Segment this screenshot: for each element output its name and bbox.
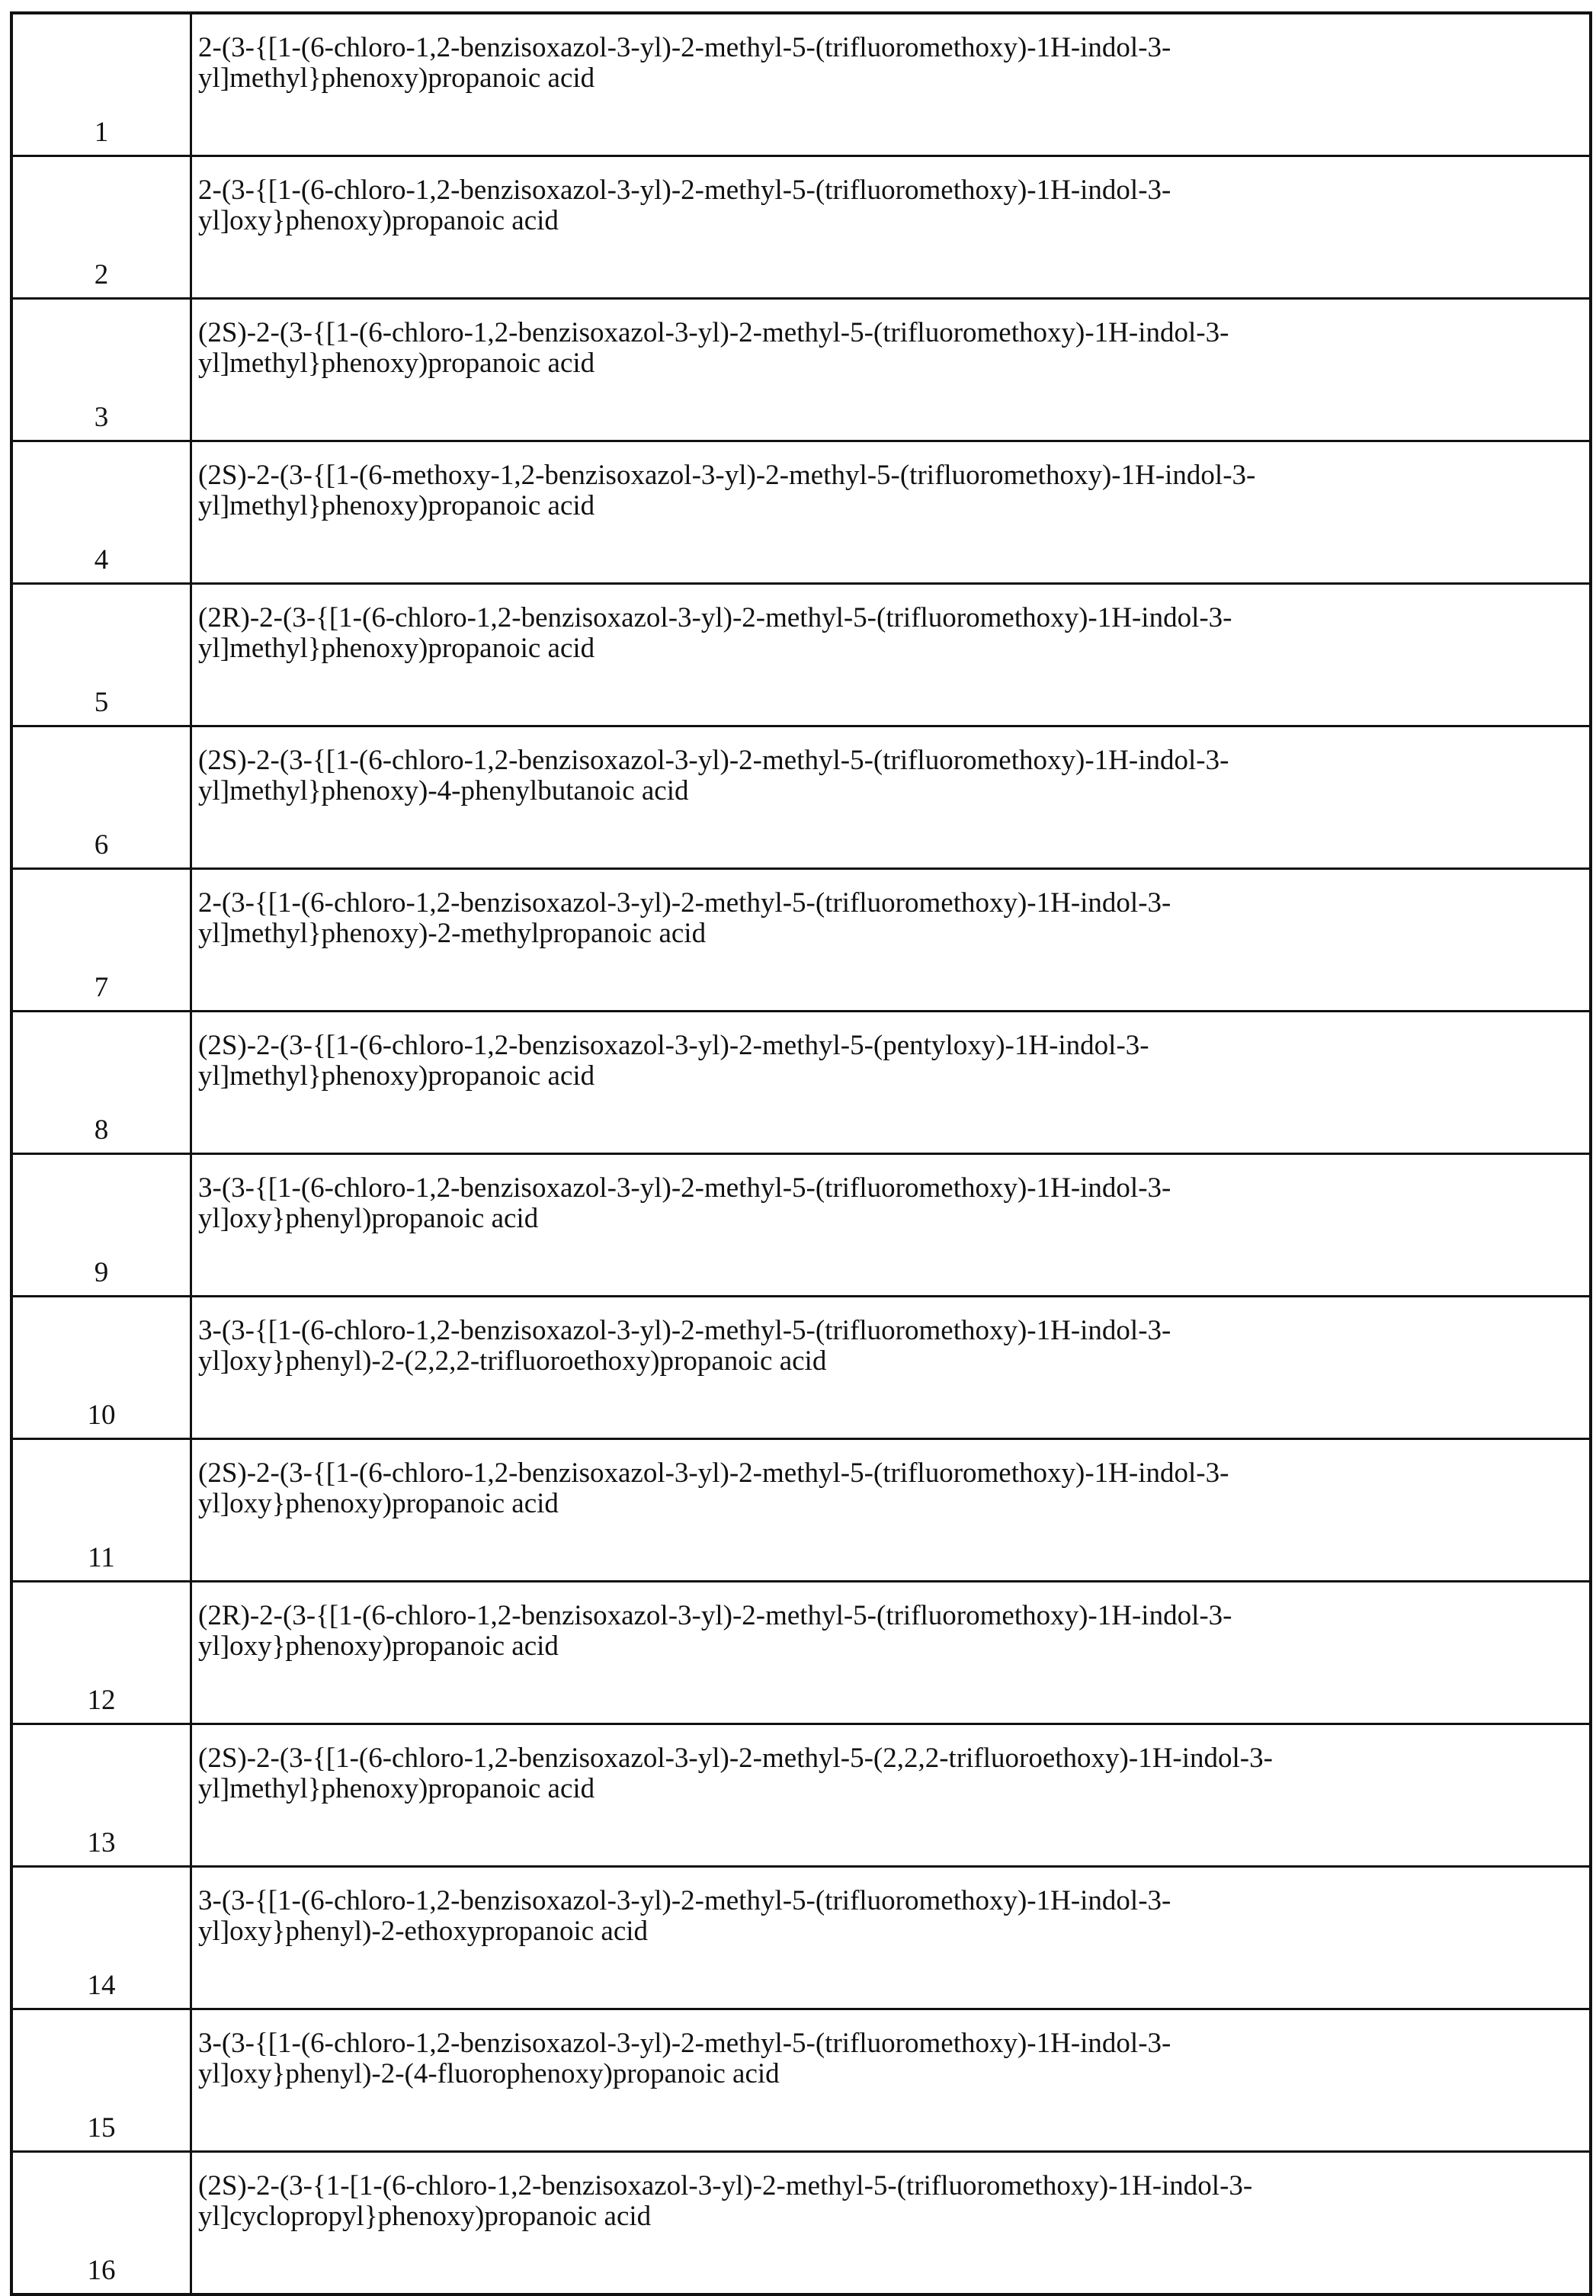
table-row xyxy=(11,299,1591,441)
table-row xyxy=(11,1439,1591,1582)
compound-number: 12 xyxy=(11,1582,191,1724)
compound-name-line-1: (2R)-2-(3-{[1-(6-chloro-1,2-benzisoxazol-3-yl)-2-methyl-5-(trifluoromethoxy)-1H-indol-3- xyxy=(198,1601,1589,1631)
compound-number: 6 xyxy=(11,726,191,869)
compound-name xyxy=(191,1582,1591,1724)
compound-name-line-1: (2S)-2-(3-{[1-(6-chloro-1,2-benzisoxazol-3-yl)-2-methyl-5-(trifluoromethoxy)-1H-indol-3- xyxy=(198,318,1589,348)
compound-number: 11 xyxy=(11,1439,191,1582)
compound-number: 10 xyxy=(11,1297,191,1439)
compound-name-line-2: yl]oxy}phenyl)-2-(2,2,2-trifluoroethoxy)propanoic acid xyxy=(198,1346,1589,1377)
table-row xyxy=(11,1154,1591,1297)
compound-name-line-1: (2S)-2-(3-{[1-(6-chloro-1,2-benzisoxazol-3-yl)-2-methyl-5-(trifluoromethoxy)-1H-indol-3- xyxy=(198,1458,1589,1489)
compound-table xyxy=(10,11,1592,2296)
compound-number: 5 xyxy=(11,584,191,726)
compound-number: 1 xyxy=(11,13,191,156)
table-row xyxy=(11,13,1591,156)
compound-name xyxy=(191,1297,1591,1439)
compound-name-line-1: 2-(3-{[1-(6-chloro-1,2-benzisoxazol-3-yl)-2-methyl-5-(trifluoromethoxy)-1H-indol-3- xyxy=(198,33,1589,63)
compound-name xyxy=(191,1439,1591,1582)
compound-name xyxy=(191,2152,1591,2295)
compound-name xyxy=(191,441,1591,584)
compound-number: 15 xyxy=(11,2009,191,2152)
compound-table-body xyxy=(11,13,1591,2294)
compound-name-line-2: yl]oxy}phenyl)-2-(4-fluorophenoxy)propanoic acid xyxy=(198,2059,1589,2089)
compound-name xyxy=(191,2009,1591,2152)
compound-name-line-2: yl]methyl}phenoxy)propanoic acid xyxy=(198,1061,1589,1092)
compound-name-line-1: 3-(3-{[1-(6-chloro-1,2-benzisoxazol-3-yl)-2-methyl-5-(trifluoromethoxy)-1H-indol-3- xyxy=(198,1886,1589,1916)
compound-name-line-1: 2-(3-{[1-(6-chloro-1,2-benzisoxazol-3-yl)-2-methyl-5-(trifluoromethoxy)-1H-indol-3- xyxy=(198,888,1589,919)
compound-number: 7 xyxy=(11,869,191,1012)
compound-number: 2 xyxy=(11,156,191,299)
compound-name-line-1: (2S)-2-(3-{1-[1-(6-chloro-1,2-benzisoxazol-3-yl)-2-methyl-5-(trifluoromethoxy)-1H-indol-3- xyxy=(198,2171,1589,2201)
compound-name xyxy=(191,156,1591,299)
compound-name-line-2: yl]methyl}phenoxy)propanoic acid xyxy=(198,348,1589,379)
compound-name-line-2: yl]methyl}phenoxy)propanoic acid xyxy=(198,63,1589,94)
table-row xyxy=(11,1297,1591,1439)
compound-name-line-1: 2-(3-{[1-(6-chloro-1,2-benzisoxazol-3-yl)-2-methyl-5-(trifluoromethoxy)-1H-indol-3- xyxy=(198,175,1589,206)
compound-number: 14 xyxy=(11,1867,191,2009)
compound-name xyxy=(191,13,1591,156)
compound-number: 3 xyxy=(11,299,191,441)
compound-name-line-2: yl]oxy}phenyl)propanoic acid xyxy=(198,1204,1589,1234)
compound-name-line-2: yl]oxy}phenoxy)propanoic acid xyxy=(198,1489,1589,1519)
table-row xyxy=(11,156,1591,299)
compound-number: 16 xyxy=(11,2152,191,2295)
compound-number: 4 xyxy=(11,441,191,584)
compound-name xyxy=(191,1724,1591,1867)
compound-number: 8 xyxy=(11,1012,191,1154)
compound-name-line-1: 3-(3-{[1-(6-chloro-1,2-benzisoxazol-3-yl)-2-methyl-5-(trifluoromethoxy)-1H-indol-3- xyxy=(198,1316,1589,1346)
table-row xyxy=(11,2152,1591,2295)
compound-name xyxy=(191,1154,1591,1297)
compound-name xyxy=(191,299,1591,441)
compound-name-line-2: yl]oxy}phenoxy)propanoic acid xyxy=(198,206,1589,236)
compound-name-line-2: yl]oxy}phenoxy)propanoic acid xyxy=(198,1631,1589,1662)
compound-name-line-1: 3-(3-{[1-(6-chloro-1,2-benzisoxazol-3-yl)-2-methyl-5-(trifluoromethoxy)-1H-indol-3- xyxy=(198,2028,1589,2059)
table-row xyxy=(11,869,1591,1012)
compound-name-line-1: 3-(3-{[1-(6-chloro-1,2-benzisoxazol-3-yl)-2-methyl-5-(trifluoromethoxy)-1H-indol-3- xyxy=(198,1173,1589,1204)
table-row xyxy=(11,2009,1591,2152)
compound-name-line-1: (2S)-2-(3-{[1-(6-chloro-1,2-benzisoxazol-3-yl)-2-methyl-5-(pentyloxy)-1H-indol-3- xyxy=(198,1031,1589,1061)
compound-name xyxy=(191,1012,1591,1154)
compound-name xyxy=(191,584,1591,726)
compound-name-line-2: yl]methyl}phenoxy)-2-methylpropanoic acid xyxy=(198,919,1589,949)
compound-name-line-1: (2S)-2-(3-{[1-(6-chloro-1,2-benzisoxazol-3-yl)-2-methyl-5-(2,2,2-trifluoroethoxy)-1H-indol-3- xyxy=(198,1743,1589,1774)
compound-name-line-2: yl]methyl}phenoxy)propanoic acid xyxy=(198,1774,1589,1804)
table-row xyxy=(11,1582,1591,1724)
compound-name xyxy=(191,1867,1591,2009)
compound-name-line-1: (2R)-2-(3-{[1-(6-chloro-1,2-benzisoxazol-3-yl)-2-methyl-5-(trifluoromethoxy)-1H-indol-3- xyxy=(198,603,1589,633)
compound-name-line-2: yl]oxy}phenyl)-2-ethoxypropanoic acid xyxy=(198,1916,1589,1947)
table-row xyxy=(11,584,1591,726)
table-row xyxy=(11,1867,1591,2009)
compound-name-line-2: yl]methyl}phenoxy)propanoic acid xyxy=(198,491,1589,521)
compound-name xyxy=(191,869,1591,1012)
compound-number: 13 xyxy=(11,1724,191,1867)
table-row xyxy=(11,1724,1591,1867)
compound-name-line-1: (2S)-2-(3-{[1-(6-chloro-1,2-benzisoxazol-3-yl)-2-methyl-5-(trifluoromethoxy)-1H-indol-3- xyxy=(198,746,1589,776)
compound-name-line-1: (2S)-2-(3-{[1-(6-methoxy-1,2-benzisoxazol-3-yl)-2-methyl-5-(trifluoromethoxy)-1H-indol-3- xyxy=(198,460,1589,491)
compound-number: 9 xyxy=(11,1154,191,1297)
compound-name xyxy=(191,726,1591,869)
table-row xyxy=(11,441,1591,584)
table-row xyxy=(11,1012,1591,1154)
compound-name-line-2: yl]methyl}phenoxy)-4-phenylbutanoic acid xyxy=(198,776,1589,806)
table-row xyxy=(11,726,1591,869)
compound-name-line-2: yl]cyclopropyl}phenoxy)propanoic acid xyxy=(198,2201,1589,2232)
compound-name-line-2: yl]methyl}phenoxy)propanoic acid xyxy=(198,633,1589,664)
